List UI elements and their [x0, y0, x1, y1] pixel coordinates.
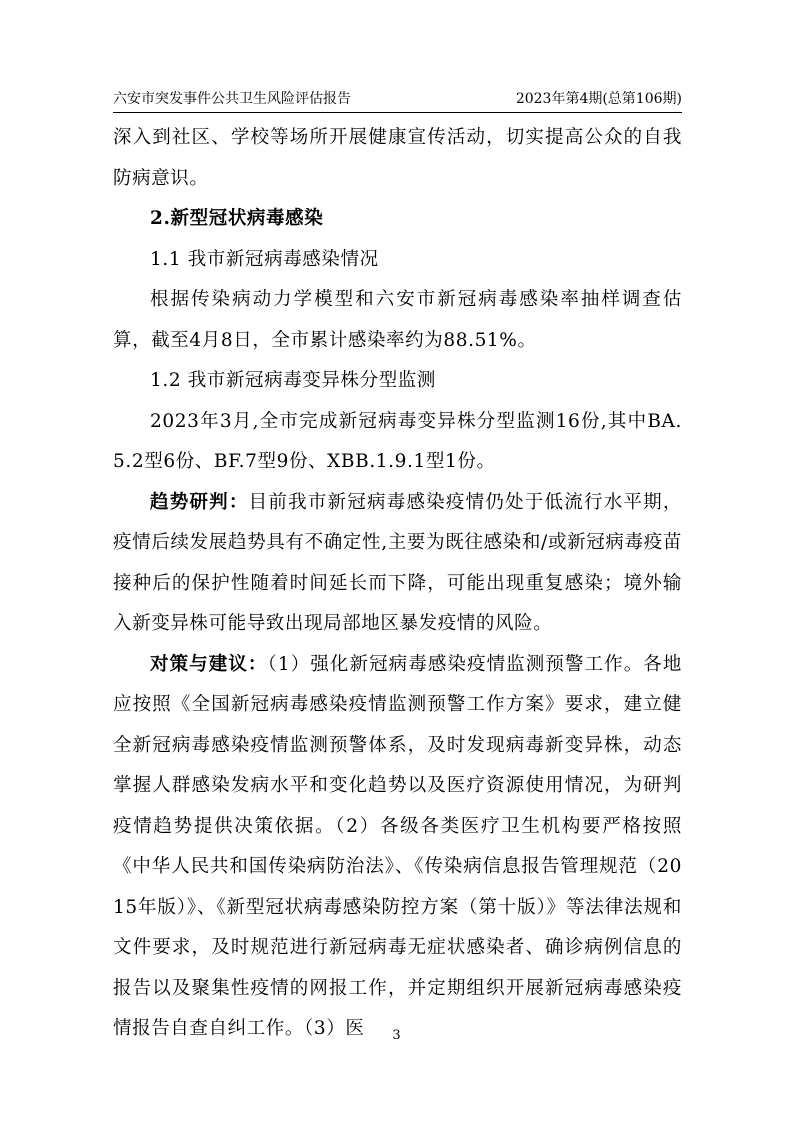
header-issue-number: 2023年第4期(总第106期) — [515, 91, 682, 107]
trend-text: 目前我市新冠病毒感染疫情仍处于低流行水平期，疫情后续发展趋势具有不确定性,主要为既往感染和/或新冠病毒疫苗接种后的保护性随着时间延长而下降，可能出现重复感染；境外输入新变异株可能导致出现局部地区暴发疫情的风险。 — [113, 491, 682, 634]
advice-text: （1）强化新冠病毒感染疫情监测预警工作。各地应按照《全国新冠病毒感染疫情监测预警工作方案》要求，建立健全新冠病毒感染疫情监测预警体系，及时发现病毒新变异株，动态掌握人群感染发病水平和变化趋势以及医疗资源使用情况，为研判疫情趋势提供决策依据。（2）各级各类医疗卫生机构要严格按照《中华人民共和国传染病防治法》、《传染病信息报告管理规范（2015年版）》、《新型冠状病毒感染防控方案（第十版）》等法律法规和文件要求，及时规范进行新冠病毒无症状感染者、确诊病例信息的报告以及聚集性疫情的网报工作，并定期组织开展新冠病毒感染疫情报告自查自纠工作。（3）医 — [113, 653, 682, 1039]
advice-label: 对策与建议： — [150, 653, 268, 675]
section-title-covid: 2.新型冠状病毒感染 — [150, 208, 324, 229]
advice-paragraph — [113, 645, 682, 1050]
trend-paragraph — [113, 483, 682, 645]
subsection-title-variant: 1.2 我市新冠病毒变异株分型监测 — [150, 370, 437, 391]
page-number: 3 — [392, 1028, 401, 1043]
document-body — [113, 118, 682, 1050]
page-header — [113, 90, 682, 113]
header-report-title: 六安市突发事件公共卫生风险评估报告 — [113, 91, 351, 107]
variant-paragraph: 2023年3月,全市完成新冠病毒变异株分型监测16份,其中BA.5.2型6份、BF.7型9份、XBB.1.9.1型1份。 — [113, 410, 682, 472]
infection-paragraph: 根据传染病动力学模型和六安市新冠病毒感染率抽样调查估算，截至4月8日，全市累计感染率约为88.51%。 — [113, 289, 682, 351]
subsection-title-infection: 1.1 我市新冠病毒感染情况 — [150, 248, 379, 270]
intro-paragraph: 深入到社区、学校等场所开展健康宣传活动，切实提高公众的自我防病意识。 — [113, 127, 682, 189]
trend-label: 趋势研判： — [150, 491, 249, 513]
